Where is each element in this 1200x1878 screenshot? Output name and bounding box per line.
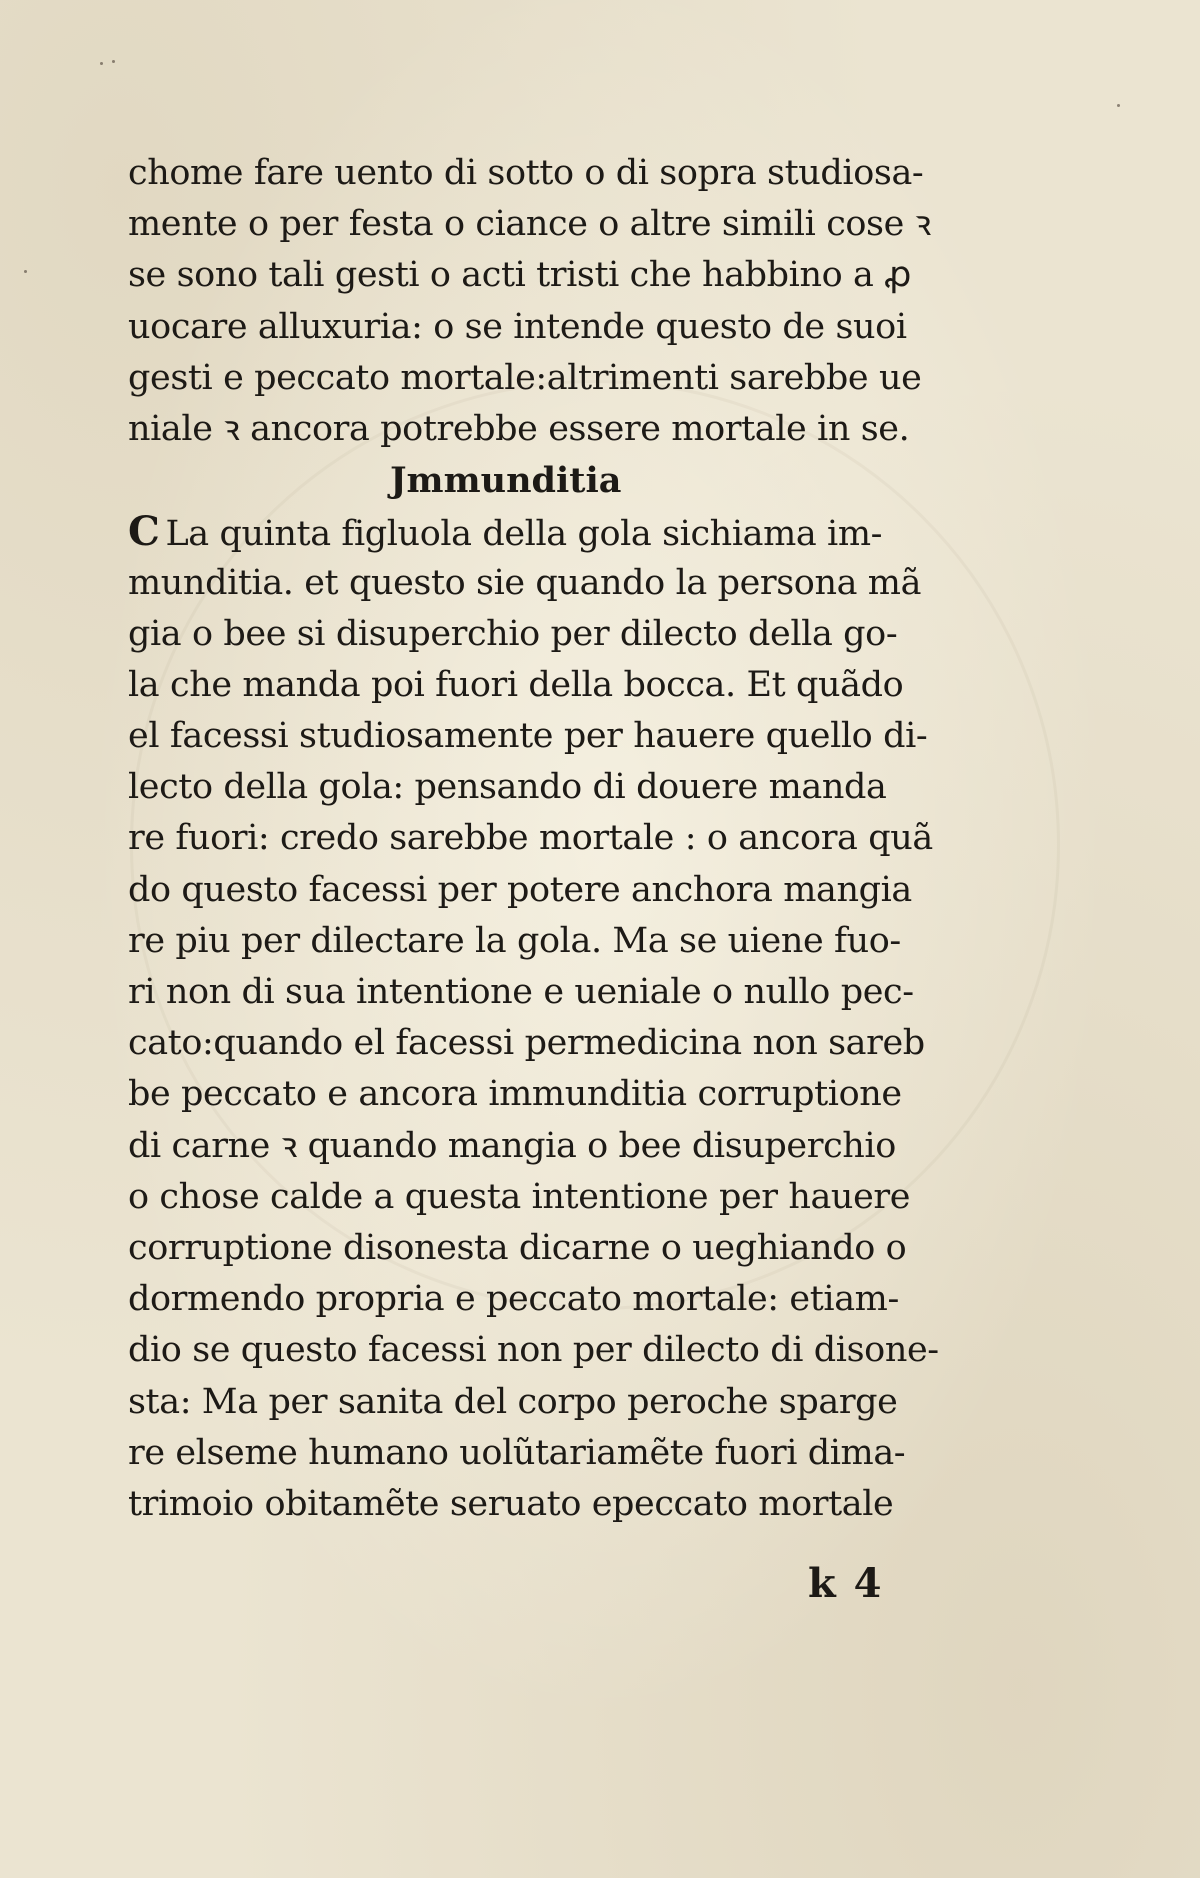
text-line: niale ꝛ ancora potrebbe essere mortale in se. xyxy=(128,408,910,449)
paragraph-line: dormendo propria e peccato mortale: etiam- xyxy=(128,1279,899,1320)
text-line: se sono tali gesti o acti tristi che habbino a ꝓ xyxy=(128,255,911,296)
paragraph-first-line xyxy=(128,506,948,557)
text-line: mente o per festa o ciance o altre simili cose ꝛ xyxy=(128,204,931,245)
paper-speck xyxy=(100,62,103,65)
paragraph-line: el facessi studiosamente per hauere quello di- xyxy=(128,716,928,757)
text-block xyxy=(128,148,948,1530)
paper-speck xyxy=(1117,104,1120,107)
paragraph-line: la che manda poi fuori della bocca. Et quãdo xyxy=(128,664,904,705)
paragraph-line: corruptione disonesta dicarne o ueghiando o xyxy=(128,1227,907,1268)
paragraph-line-text: La quinta figluola della gola sichiama im- xyxy=(165,514,883,555)
paragraph-line: o chose calde a questa intentione per hauere xyxy=(128,1176,911,1217)
paragraph-line: ri non di sua intentione e ueniale o nullo pec- xyxy=(128,972,914,1012)
text-line: chome fare uento di sotto o di sopra studiosa- xyxy=(128,153,924,193)
paragraph-line: munditia. et questo sie quando la persona mã xyxy=(128,562,922,603)
signature-mark: k 4 xyxy=(808,1560,884,1607)
paragraph-line: re fuori: credo sarebbe mortale : o ancora quã xyxy=(128,818,933,859)
paper-speck xyxy=(112,60,115,63)
paragraph-line: sta: Ma per sanita del corpo peroche sparge xyxy=(128,1381,898,1422)
paragraph-line: di carne ꝛ quando mangia o bee disuperchio xyxy=(128,1125,896,1166)
paragraph-line: trimoio obitamẽte seruato epeccato mortale xyxy=(128,1483,894,1524)
paragraph-line: do questo facessi per potere anchora mangia xyxy=(128,869,912,910)
paragraph-line: cato:quando el facessi permedicina non sareb xyxy=(128,1023,925,1064)
paragraph-initial: C xyxy=(128,508,160,556)
paragraph-line: lecto della gola: pensando di douere manda xyxy=(128,767,887,808)
text-line: gesti e peccato mortale:altrimenti sarebbe ue xyxy=(128,357,922,398)
paragraph-line: dio se questo facessi non per dilecto di disone- xyxy=(128,1330,939,1371)
paragraph-line: gia o bee si disuperchio per dilecto della go- xyxy=(128,613,898,654)
section-heading: Jmmunditia xyxy=(390,460,622,502)
paper-speck xyxy=(24,270,27,273)
paragraph-line: re elseme humano uolũtariamẽte fuori dima- xyxy=(128,1432,906,1473)
paragraph-line: be peccato e ancora immunditia corruptione xyxy=(128,1074,902,1115)
paragraph-line: re piu per dilectare la gola. Ma se uiene fuo- xyxy=(128,920,901,961)
text-line: uocare alluxuria: o se intende questo de suoi xyxy=(128,306,907,347)
